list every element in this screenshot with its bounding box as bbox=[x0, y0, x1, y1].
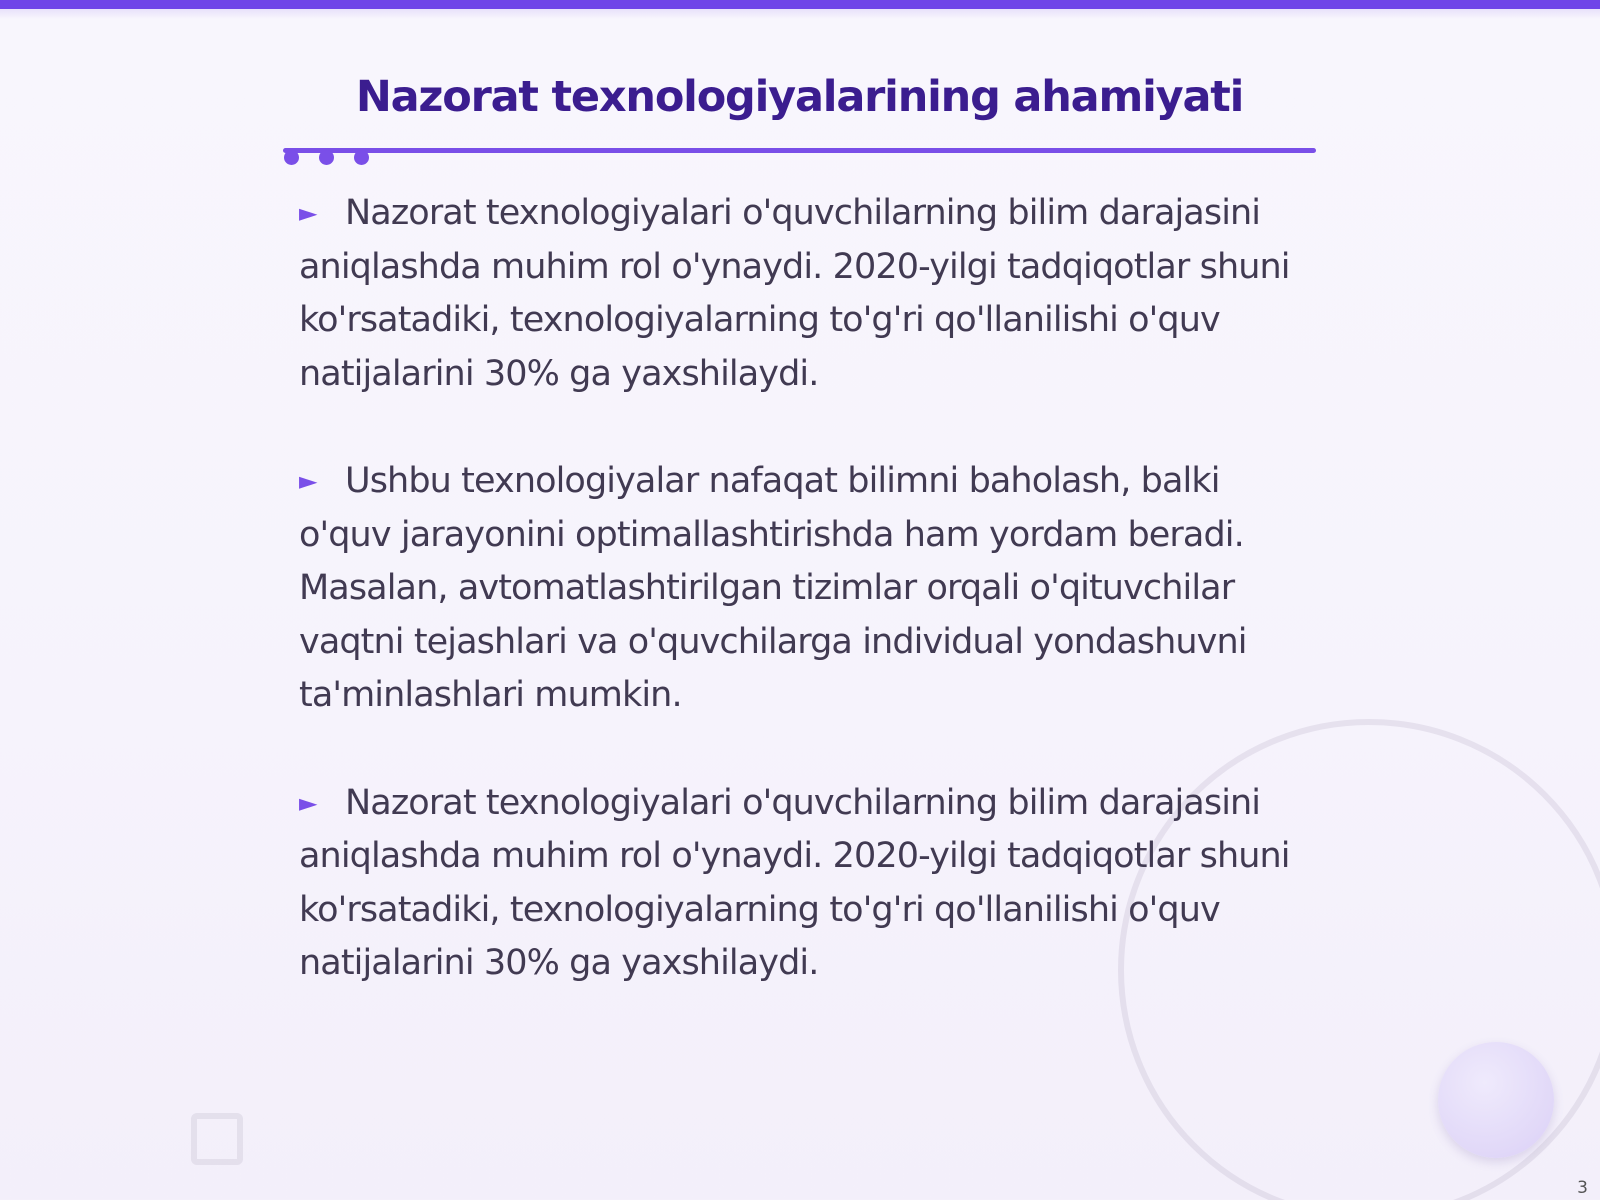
underline-dot bbox=[284, 150, 299, 165]
title-underline bbox=[283, 148, 1316, 153]
page-number: 3 bbox=[1577, 1178, 1588, 1198]
bullet-arrow-icon: ► bbox=[299, 467, 317, 495]
bullet-arrow-icon: ► bbox=[299, 788, 317, 817]
slide-title: Nazorat texnologiyalarining ahamiyati bbox=[355, 72, 1244, 122]
decorative-square bbox=[191, 1113, 243, 1165]
bullet-arrow-icon: ► bbox=[299, 199, 317, 227]
underline-dot bbox=[319, 150, 334, 165]
bullet-list bbox=[299, 187, 1309, 1045]
bullet-text: Nazorat texnologiyalari o'quvchilarning bilim darajasini aniqlashda muhim rol o'ynaydi. 2020-yilgi tadqiqotlar shuni ko'rsatadiki, texnologiyalarning to'g'ri qo'llanilishi o'quv natijalarini 30% ga yaxshilaydi. bbox=[299, 782, 1290, 983]
bullet-text: Nazorat texnologiyalari o'quvchilarning bilim darajasini aniqlashda muhim rol o'ynaydi. 2020-yilgi tadqiqotlar shuni ko'rsatadiki, texnologiyalarning to'g'ri qo'llanilishi o'quv natijalarini 30% ga yaxshilaydi. bbox=[299, 193, 1290, 394]
underline-dot bbox=[354, 150, 369, 165]
bullet-item bbox=[299, 455, 1309, 723]
bullet-text: Ushbu texnologiyalar nafaqat bilimni baholash, balki o'quv jarayonini optimallashtirishda ham yordam beradi. Masalan, avtomatlashtirilgan tizimlar orqali o'qituvchilar vaqtni tejashlari va o'quvchilarga individual yondashuvni ta'minlashlari mumkin. bbox=[299, 461, 1247, 715]
decorative-circle bbox=[1438, 1042, 1554, 1158]
top-accent-shadow bbox=[0, 9, 1600, 19]
top-accent-bar bbox=[0, 0, 1600, 9]
bullet-item bbox=[299, 187, 1309, 401]
bullet-item bbox=[299, 777, 1309, 991]
